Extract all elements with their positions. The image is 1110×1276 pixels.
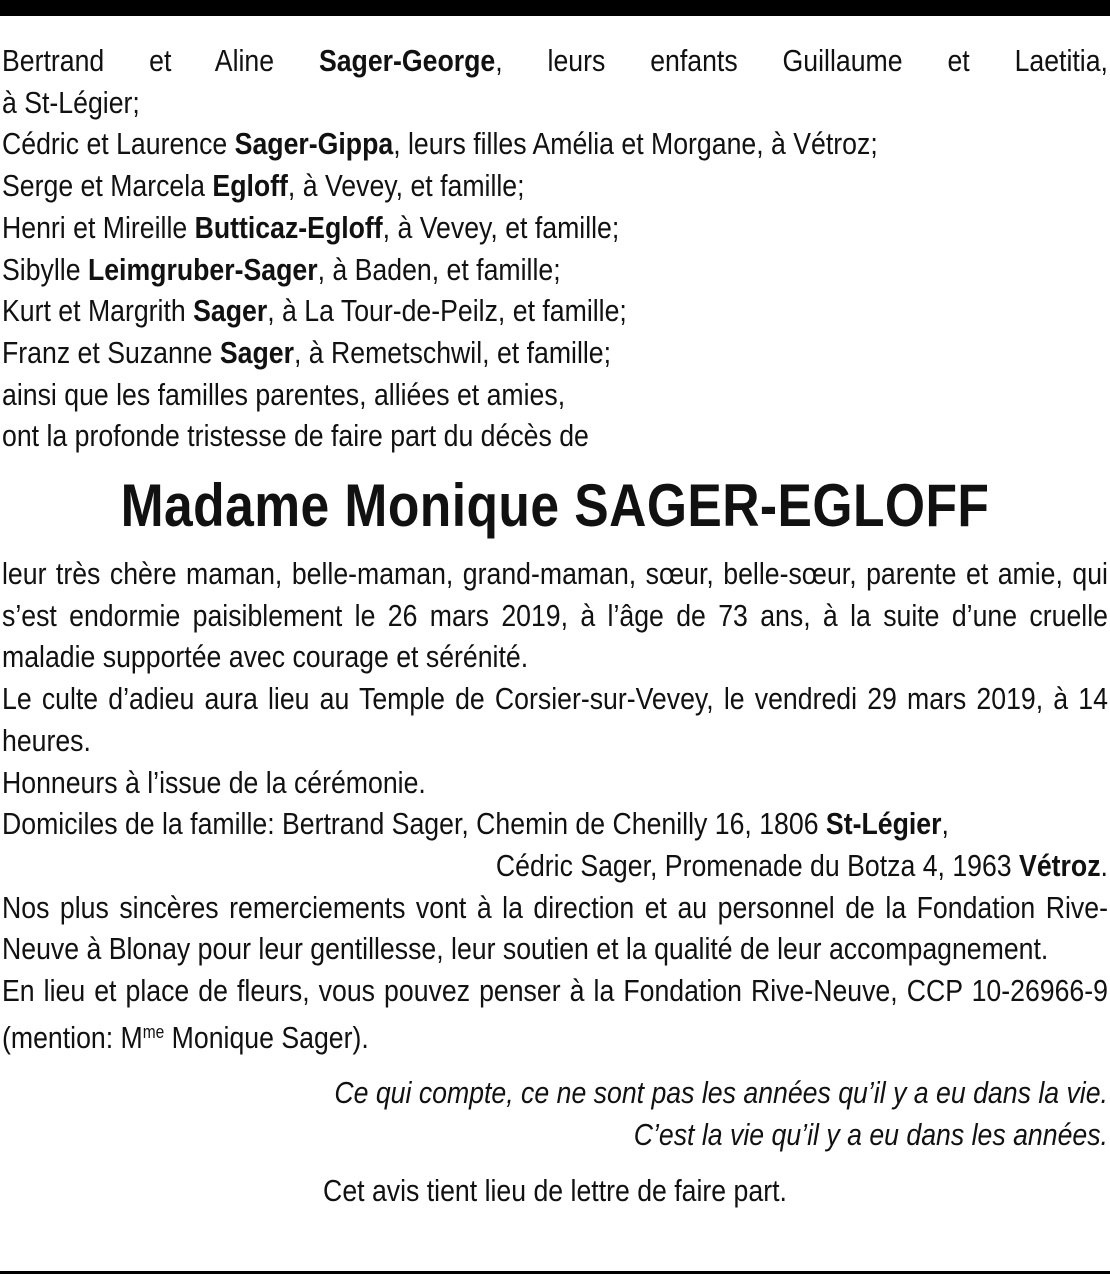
- domiciles-block: [2, 803, 1108, 886]
- family-name: Sager: [219, 334, 294, 370]
- donation-paragraph: [2, 970, 1108, 1058]
- family-line-text: , à Remetschwil, et famille;: [293, 334, 612, 370]
- family-name: Butticaz-Egloff: [194, 209, 383, 245]
- family-line-6: [2, 249, 1108, 291]
- family-name: Egloff: [212, 168, 288, 204]
- bottom-rule: [0, 1271, 1110, 1274]
- family-line-text: , à Baden, et famille;: [317, 251, 561, 287]
- service-paragraph: Le culte d’adieu aura lieu au Temple de Corsier-sur-Vevey, le vendredi 29 mars 2019, à 14 heures.: [2, 681, 1108, 758]
- family-line-text: Cédric et Laurence: [2, 126, 235, 162]
- domicile-text: Cédric Sager, Promenade du Botza 4, 1963: [495, 847, 1020, 883]
- family-line-5: [2, 207, 1108, 249]
- family-line-text: ainsi que les familles parentes, alliées et amies,: [2, 376, 566, 412]
- family-name: Sager-Gippa: [234, 126, 394, 162]
- thanks-paragraph: Nos plus sincères remerciements vont à la direction et au personnel de la Fondation Rive-Neuve à Blonay pour leur gentillesse, leur soutien et la qualité de leur accompagnement.: [2, 889, 1108, 967]
- family-line-4: [2, 165, 1108, 207]
- family-line-text: Sibylle: [2, 251, 88, 287]
- family-line-text: Serge et Marcela: [2, 168, 213, 204]
- tribute-paragraph: leur très chère maman, belle-maman, grand-maman, sœur, belle-sœur, parente et amie, qui s’est endormie paisiblement le 26 mars 2019, à l’âge de 73 ans, à la suite d’une cruelle maladie supportée avec courage et sérénité.: [2, 556, 1108, 675]
- family-line-9: [2, 374, 1108, 416]
- family-line-text: Franz et Suzanne: [2, 334, 220, 370]
- family-line-3: [2, 123, 1108, 165]
- obituary-notice: [2, 40, 1108, 1212]
- family-line-text: Kurt et Margrith: [2, 293, 194, 329]
- domicile-text: ,: [941, 806, 949, 842]
- closing-line: Cet avis tient lieu de lettre de faire part.: [323, 1172, 787, 1208]
- family-line-10: [2, 415, 1108, 457]
- domicile-text: .: [1100, 847, 1108, 883]
- spacer: [2, 1156, 1108, 1170]
- family-line-text: , à Vevey, et famille;: [287, 168, 525, 204]
- family-line-1: [2, 40, 1108, 82]
- family-line-text: , à Vevey, et famille;: [382, 209, 620, 245]
- family-line-text: Bertrand et Aline: [2, 43, 319, 78]
- family-name: Sager: [193, 293, 268, 329]
- family-name: Sager-George: [318, 43, 496, 78]
- family-name: Leimgruber-Sager: [87, 251, 318, 287]
- family-line-text: ont la profonde tristesse de faire part du décès de: [2, 418, 589, 454]
- donation-text: Monique Sager).: [164, 1019, 369, 1055]
- family-line-text: , à La Tour-de-Peilz, et famille;: [267, 293, 627, 329]
- family-line-text: , leurs filles Amélia et Morgane, à Vétroz;: [393, 126, 878, 162]
- family-line-text: Henri et Mireille: [2, 209, 195, 245]
- family-line-text: , leurs enfants Guillaume et Laetitia,: [495, 43, 1108, 78]
- honours-line: Honneurs à l’issue de la cérémonie.: [2, 764, 426, 800]
- donation-text: En lieu et place de fleurs, vous pouvez penser à la Fondation Rive-Neuve, CCP 10-26966-9 (mention: M: [2, 973, 1108, 1055]
- family-line-7: [2, 290, 1108, 332]
- domicile-town: St-Légier: [825, 806, 942, 842]
- quote-line-2: C’est la vie qu’il y a eu dans les années.: [633, 1117, 1108, 1153]
- family-list: [2, 40, 1108, 457]
- quote-line-1: Ce qui compte, ce ne sont pas les années qu’il y a eu dans la vie.: [334, 1075, 1108, 1111]
- domicile-line-2: [2, 845, 1108, 887]
- domicile-town: Vétroz: [1019, 847, 1101, 883]
- domicile-text: Domiciles de la famille: Bertrand Sager, Chemin de Chenilly 16, 1806: [2, 806, 826, 842]
- deceased-name: Madame Monique SAGER-EGLOFF: [120, 472, 990, 540]
- spacer: [2, 1058, 1108, 1072]
- family-line-2: [2, 82, 1108, 124]
- family-line-8: [2, 332, 1108, 374]
- family-line-text: à St-Légier;: [2, 84, 140, 120]
- domicile-line-1: [2, 803, 1108, 845]
- title-abbreviation: me: [142, 1021, 165, 1042]
- top-rule: [0, 0, 1110, 16]
